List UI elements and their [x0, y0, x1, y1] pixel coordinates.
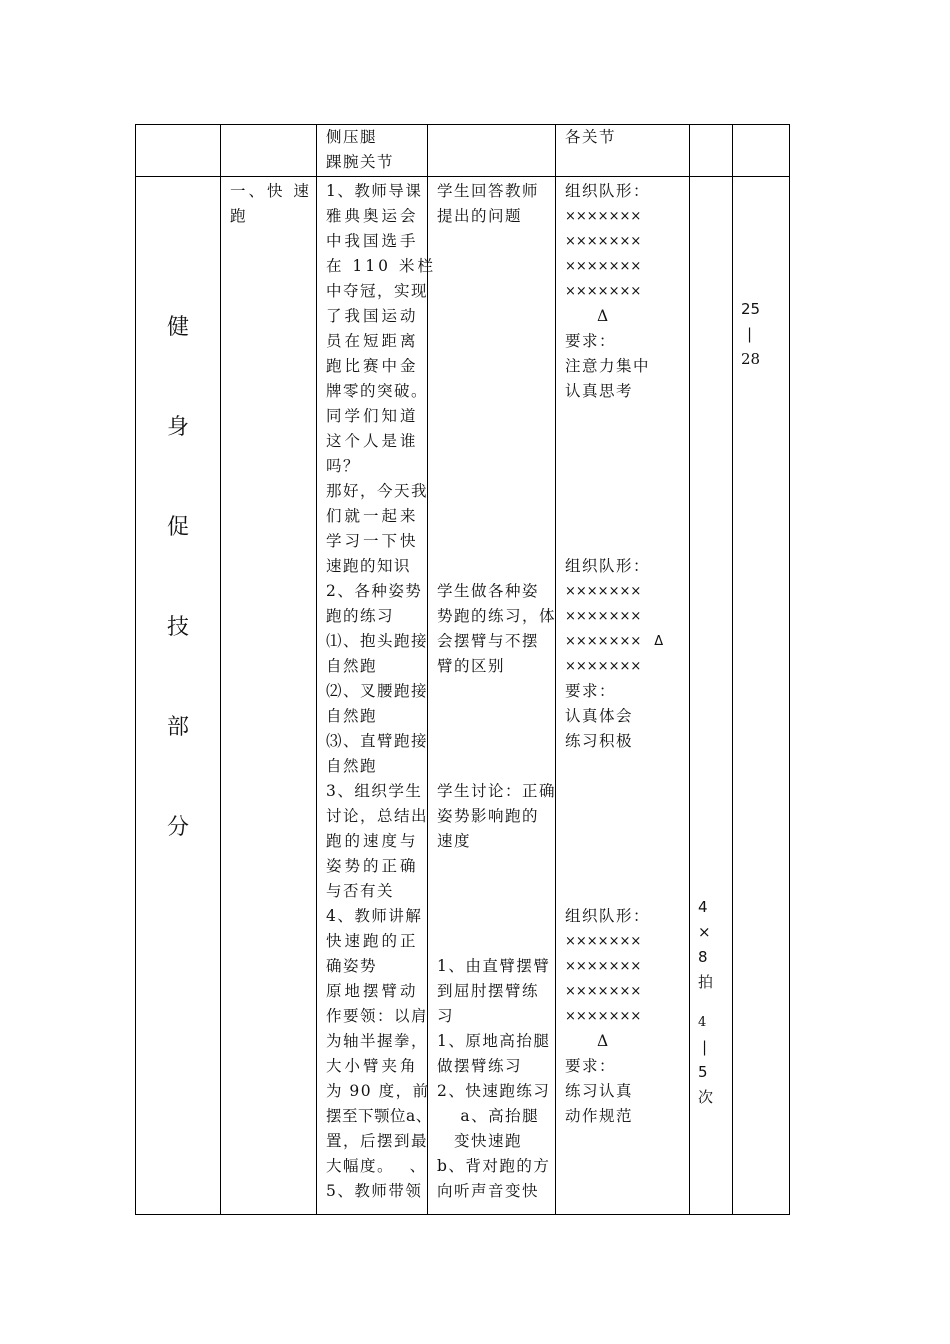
text-line: 1、原地高抬腿 [437, 1032, 551, 1050]
text-line: 为轴半握拳， [326, 1032, 429, 1050]
text-line: 跑的速度与 [326, 832, 419, 850]
cell-content-empty [221, 125, 317, 177]
cell-time [733, 177, 790, 1215]
text-line: 牌零的突破。 [326, 382, 429, 400]
text-line: 跑的练习 [326, 607, 395, 625]
text-line: 臂的区别 [437, 657, 506, 675]
text-line: 动作规范 [565, 1107, 634, 1125]
text-line: 认真体会 [565, 707, 634, 725]
text-line: 做摆臂练习 [437, 1057, 523, 1075]
section-title-char: 身 [166, 415, 189, 440]
text-line: 跑 [230, 207, 248, 225]
text-line: 们就一起来 [326, 507, 419, 525]
count-text: 拍 [698, 973, 714, 991]
text-line: 这个人是谁 [326, 432, 419, 450]
teacher-position-marker: Δ [597, 1032, 610, 1050]
text-line: 习 [437, 1007, 455, 1025]
text-line: 速跑的知识 [326, 557, 412, 575]
text-line: 5、教师带领 [326, 1182, 423, 1200]
text-line: 变快速跑 [437, 1132, 523, 1150]
text-line: 要求： [565, 1057, 617, 1075]
text-line: ⑴、抱头跑接 [326, 632, 429, 650]
text-line: 踝腕关节 [326, 153, 395, 171]
text-line: 为 90 度，前 [326, 1082, 430, 1100]
text-line: 要求： [565, 682, 617, 700]
cell-teacher-activities [317, 177, 436, 1215]
text-line: 置，后摆到最 [326, 1132, 429, 1150]
cell-section-title [136, 177, 221, 1215]
text-line: 吗？ [326, 457, 361, 475]
text-line: 那好，今天我 [326, 482, 429, 500]
text-line: 大幅度。 、 [326, 1157, 427, 1175]
cell-count-empty [690, 125, 733, 177]
text-line: 侧压腿 [326, 128, 378, 146]
formation-row: ××××××× [565, 1009, 642, 1024]
text-line: ⑵、叉腰跑接 [326, 682, 429, 700]
text-line: 摆至下颚位a、 [326, 1107, 432, 1125]
text-line: 会摆臂与不摆 [437, 632, 540, 650]
count-text: × [698, 923, 711, 941]
formation-row: ××××××× [565, 934, 642, 949]
cell-section-empty [136, 125, 221, 177]
text-line: 姿势的正确 [326, 857, 419, 875]
text-line: 要求： [565, 332, 617, 350]
text-line: 注意力集中 [565, 357, 651, 375]
section-title-char: 部 [166, 715, 189, 740]
count-text: 4 [698, 898, 708, 916]
text-line: 姿势影响跑的 [437, 807, 540, 825]
text-line: 练习认真 [565, 1082, 634, 1100]
text-line: 组织队形： [565, 182, 651, 200]
text-line: 大小臂夹角 [326, 1057, 419, 1075]
text-line: ⑶、直臂跑接 [326, 732, 429, 750]
text-line: 中夺冠，实现 [326, 282, 429, 300]
text-line: 2、快速跑练习 [437, 1082, 551, 1100]
cell-content-name [221, 177, 317, 1215]
text-line: 讨论，总结出 [326, 807, 429, 825]
teacher-position-marker: Δ [597, 307, 610, 325]
text-line: 组织队形： [565, 907, 651, 925]
text-line: 雅典奥运会 [326, 207, 419, 225]
text-line: 学习一下快 [326, 532, 419, 550]
text-line: 练习积极 [565, 732, 634, 750]
formation-row: ××××××× [565, 584, 642, 599]
time-text: 25 [741, 300, 761, 318]
section-title-char: 分 [166, 815, 189, 840]
text-line: b、背对跑的方 [437, 1157, 551, 1175]
text-line: 2、各种姿势 [326, 582, 423, 600]
text-line: 快速跑的正 [326, 932, 419, 950]
count-text: 8 [698, 948, 708, 966]
cell-time-empty [733, 125, 790, 177]
time-text: 28 [741, 350, 761, 368]
cell-count [690, 177, 733, 1215]
text-line: 在 110 米栏 [326, 257, 436, 275]
formation-row: ××××××× [565, 659, 642, 674]
cell-teacher-warmup [317, 125, 428, 177]
text-line: 4、教师讲解 [326, 907, 423, 925]
formation-row: ××××××× [565, 959, 642, 974]
lesson-plan-table [135, 124, 790, 1215]
count-text: | [702, 1038, 708, 1056]
text-line: 速度 [437, 832, 472, 850]
text-line: 3、组织学生 [326, 782, 423, 800]
formation-row: ××××××× [565, 259, 642, 274]
text-line: 1、教师导课 [326, 182, 423, 200]
formation-row: ××××××× Δ [565, 634, 664, 649]
text-line: 1、由直臂摆臂 [437, 957, 551, 975]
formation-row: ××××××× [565, 209, 642, 224]
cell-organization [556, 177, 690, 1215]
text-line: 各关节 [565, 128, 617, 146]
formation-row: ××××××× [565, 284, 642, 299]
section-title-char: 促 [166, 515, 189, 540]
text-line: 到屈肘摆臂练 [437, 982, 540, 1000]
text-line: 中我国选手 [326, 232, 419, 250]
text-line: 自然跑 [326, 657, 378, 675]
section-title-char: 技 [166, 615, 189, 640]
cell-student-activities [428, 177, 556, 1215]
text-line: 跑比赛中金 [326, 357, 419, 375]
formation-row: ××××××× [565, 609, 642, 624]
cell-student-empty [428, 125, 556, 177]
table-row-main-section [136, 177, 790, 1215]
text-line: 同学们知道 [326, 407, 419, 425]
count-text: 次 [698, 1088, 714, 1106]
count-text: 4 [698, 1015, 707, 1030]
text-line: 认真思考 [565, 382, 634, 400]
text-line: 提出的问题 [437, 207, 523, 225]
text-line: 组织队形： [565, 557, 651, 575]
text-line: 自然跑 [326, 707, 378, 725]
text-line: 原地摆臂动 [326, 982, 419, 1000]
formation-row: ××××××× [565, 984, 642, 999]
table-row-warmup-end [136, 125, 790, 177]
section-title-char: 健 [166, 315, 189, 340]
count-text: 5 [698, 1063, 708, 1081]
text-line: 向听声音变快 [437, 1182, 540, 1200]
text-line: 一、快 速 [230, 182, 312, 200]
formation-row: ××××××× [565, 234, 642, 249]
cell-organization-warmup [556, 125, 690, 177]
text-line: 与否有关 [326, 882, 395, 900]
time-text: | [747, 325, 753, 343]
text-line: 作要领：以肩 [326, 1007, 429, 1025]
text-line: 势跑的练习，体 [437, 607, 557, 625]
text-line: 确姿势 [326, 957, 378, 975]
text-line: 员在短距离 [326, 332, 419, 350]
text-line: a、高抬腿 [437, 1107, 540, 1125]
text-line: 学生讨论：正确 [437, 782, 557, 800]
text-line: 了我国运动 [326, 307, 419, 325]
text-line: 自然跑 [326, 757, 378, 775]
text-line: 学生做各种姿 [437, 582, 540, 600]
text-line: 学生回答教师 [437, 182, 540, 200]
